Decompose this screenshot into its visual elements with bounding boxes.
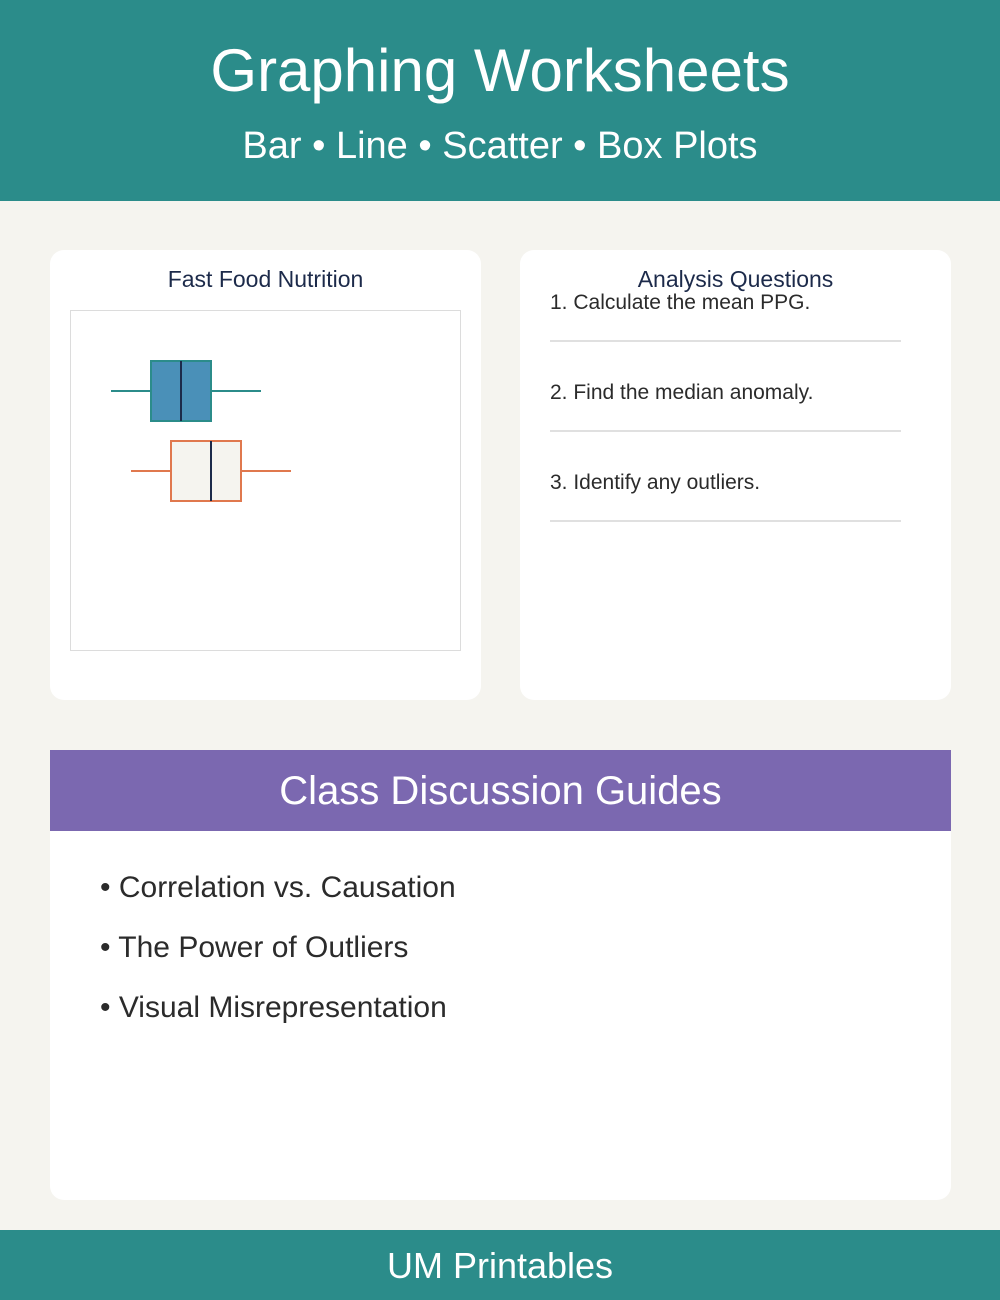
page-subtitle: Bar • Line • Scatter • Box Plots — [242, 125, 758, 167]
footer-brand: UM Printables — [386, 1245, 614, 1286]
plot-area — [70, 310, 461, 651]
question-item: 3. Identify any outliers. — [550, 471, 761, 494]
questions-card — [520, 250, 951, 700]
box-iqr — [171, 441, 241, 501]
discussion-item: • Visual Misrepresentation — [100, 991, 447, 1024]
page-header — [0, 0, 1000, 201]
chart-card-title: Fast Food Nutrition — [167, 266, 364, 292]
answer-line — [550, 520, 901, 522]
discussion-section — [50, 750, 951, 1200]
discussion-item: • Correlation vs. Causation — [100, 871, 456, 904]
chart-card — [50, 250, 481, 700]
questions-card-title: Analysis Questions — [637, 266, 834, 292]
box-plot-chart — [71, 311, 460, 650]
answer-line — [550, 340, 901, 342]
discussion-item: • The Power of Outliers — [100, 931, 409, 964]
answer-line — [550, 430, 901, 432]
page-title: Graphing Worksheets — [210, 37, 790, 104]
question-item: 1. Calculate the mean PPG. — [550, 291, 811, 314]
page-footer — [0, 1230, 1000, 1300]
discussion-title: Class Discussion Guides — [279, 769, 722, 813]
question-item: 2. Find the median anomaly. — [550, 381, 814, 404]
discussion-header — [50, 750, 951, 831]
